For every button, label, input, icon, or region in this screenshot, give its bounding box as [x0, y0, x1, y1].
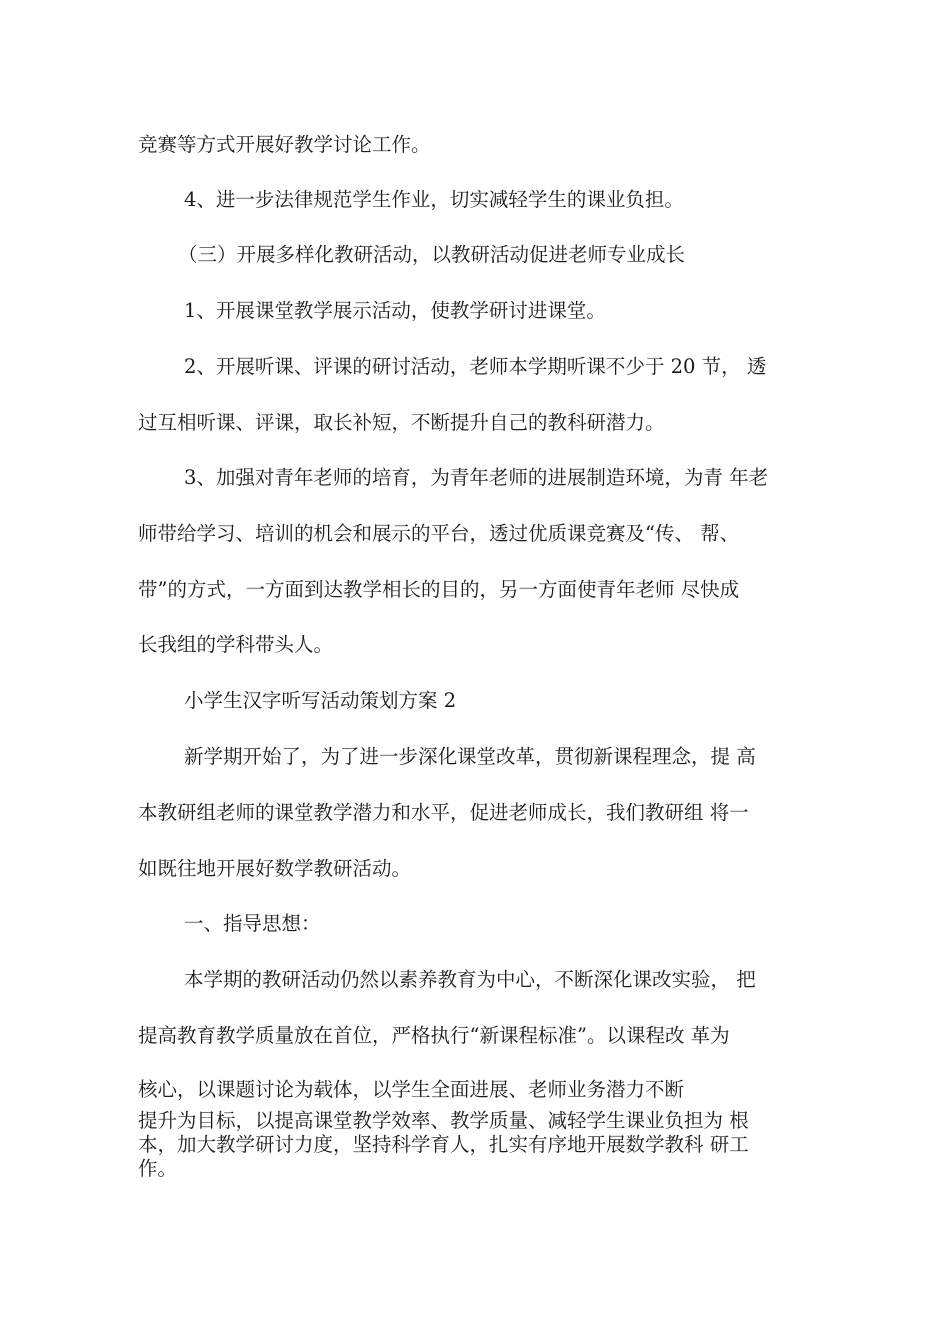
section-heading: （三）开展多样化教研活动，以教研活动促进老师专业成长: [178, 243, 686, 266]
paragraph-line: 带”的方式，一方面到达教学相长的目的，另一方面使青年老师 尽快成: [138, 578, 740, 601]
paragraph-line: 本，加大教学研讨力度，坚持科学育人，扎实有序地开展数学教科 研工: [138, 1134, 749, 1156]
paragraph-line: 过互相听课、评课，取长补短，不断提升自己的教科研潜力。: [138, 411, 665, 434]
paragraph-line: 核心，以课题讨论为载体，以学生全面进展、老师业务潜力不断: [138, 1078, 685, 1101]
paragraph-line: 1、开展课堂教学展示活动，使教学研讨进课堂。: [184, 299, 606, 322]
paragraph-line: 本教研组老师的课堂教学潜力和水平，促进老师成长，我们教研组 将一: [138, 801, 749, 824]
paragraph-line: 提升为目标，以提高课堂教学效率、教学质量、减轻学生课业负担为 根: [138, 1110, 749, 1132]
paragraph-line: 提高教育教学质量放在首位，严格执行“新课程标准”。以课程改 革为: [138, 1024, 730, 1047]
section-heading: 一、指导思想：: [184, 912, 321, 935]
paragraph-line: 师带给学习、培训的机会和展示的平台，透过优质课竞赛及“传、 帮、: [138, 522, 740, 545]
paragraph-line: 作。: [138, 1158, 178, 1180]
paragraph-line: 本学期的教研活动仍然以素养教育为中心，不断深化课改实验， 把: [184, 968, 756, 991]
paragraph-line: 新学期开始了，为了进一步深化课堂改革，贯彻新课程理念，提 高: [184, 745, 756, 768]
document-title: 小学生汉字听写活动策划方案 2: [184, 689, 457, 712]
paragraph-line: 长我组的学科带头人。: [138, 633, 334, 656]
paragraph-line: 4、进一步法律规范学生作业，切实减轻学生的课业负担。: [184, 188, 684, 211]
paragraph-line: 竞赛等方式开展好教学讨论工作。: [138, 133, 431, 156]
paragraph-line: 2、开展听课、评课的研讨活动，老师本学期听课不少于 20 节， 透: [184, 355, 767, 378]
paragraph-line: 3、加强对青年老师的培育，为青年老师的进展制造环境，为青 年老: [184, 466, 769, 489]
paragraph-line: 如既往地开展好数学教研活动。: [138, 857, 412, 880]
